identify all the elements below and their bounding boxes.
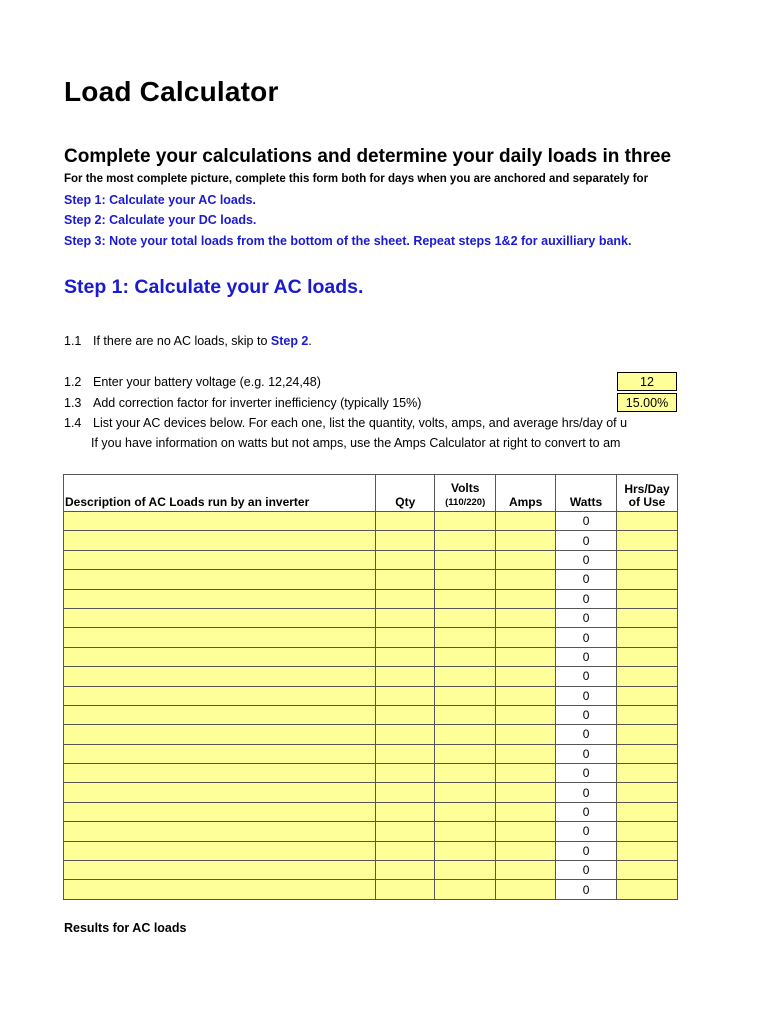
volts-cell[interactable] bbox=[435, 512, 496, 531]
amps-cell[interactable] bbox=[496, 841, 556, 860]
hrs-cell[interactable] bbox=[617, 512, 678, 531]
amps-cell[interactable] bbox=[496, 764, 556, 783]
watts-cell: 0 bbox=[556, 608, 617, 627]
instruction-number: 1.3 bbox=[64, 396, 82, 410]
description-cell[interactable] bbox=[64, 531, 376, 550]
step-3-link[interactable]: Step 3: Note your total loads from the bottom of the sheet. Repeat steps 1&2 for auxilliary bank. bbox=[64, 234, 632, 248]
watts-cell: 0 bbox=[556, 764, 617, 783]
step-2-link[interactable]: Step 2: Calculate your DC loads. bbox=[64, 213, 257, 227]
table-row bbox=[64, 608, 678, 627]
amps-cell[interactable] bbox=[496, 628, 556, 647]
table-row bbox=[64, 667, 678, 686]
volts-cell[interactable] bbox=[435, 861, 496, 880]
hrs-cell[interactable] bbox=[617, 783, 678, 802]
hrs-cell[interactable] bbox=[617, 570, 678, 589]
qty-cell[interactable] bbox=[376, 589, 435, 608]
volts-cell[interactable] bbox=[435, 705, 496, 724]
qty-cell[interactable] bbox=[376, 802, 435, 821]
watts-cell: 0 bbox=[556, 744, 617, 763]
column-header-amps: Amps bbox=[496, 475, 556, 512]
description-cell[interactable] bbox=[64, 822, 376, 841]
qty-cell[interactable] bbox=[376, 667, 435, 686]
amps-cell[interactable] bbox=[496, 802, 556, 821]
description-cell[interactable] bbox=[64, 764, 376, 783]
qty-cell[interactable] bbox=[376, 550, 435, 569]
ac-loads-table bbox=[63, 474, 678, 900]
volts-cell[interactable] bbox=[435, 531, 496, 550]
watts-cell: 0 bbox=[556, 841, 617, 860]
volts-cell[interactable] bbox=[435, 822, 496, 841]
volts-cell[interactable] bbox=[435, 725, 496, 744]
description-cell[interactable] bbox=[64, 667, 376, 686]
table-row bbox=[64, 570, 678, 589]
amps-cell[interactable] bbox=[496, 725, 556, 744]
description-cell[interactable] bbox=[64, 570, 376, 589]
volts-cell[interactable] bbox=[435, 667, 496, 686]
instruction-number: 1.4 bbox=[64, 416, 82, 430]
instruction-number: 1.1 bbox=[64, 334, 82, 348]
table-row bbox=[64, 628, 678, 647]
table-row bbox=[64, 744, 678, 763]
step-1-link[interactable]: Step 1: Calculate your AC loads. bbox=[64, 193, 256, 207]
volts-label: Volts bbox=[450, 481, 480, 495]
watts-cell: 0 bbox=[556, 550, 617, 569]
hrs-label-2: of Use bbox=[628, 495, 666, 509]
hrs-cell[interactable] bbox=[617, 841, 678, 860]
qty-cell[interactable] bbox=[376, 783, 435, 802]
hrs-cell[interactable] bbox=[617, 705, 678, 724]
description-cell[interactable] bbox=[64, 686, 376, 705]
volts-cell[interactable] bbox=[435, 647, 496, 666]
table-row bbox=[64, 686, 678, 705]
volts-cell[interactable] bbox=[435, 570, 496, 589]
watts-cell: 0 bbox=[556, 531, 617, 550]
step-2-inline-link[interactable]: Step 2 bbox=[270, 334, 309, 348]
table-row bbox=[64, 512, 678, 531]
qty-cell[interactable] bbox=[376, 744, 435, 763]
hrs-cell[interactable] bbox=[617, 628, 678, 647]
table-row bbox=[64, 647, 678, 666]
hrs-cell[interactable] bbox=[617, 589, 678, 608]
volts-cell[interactable] bbox=[435, 608, 496, 627]
table-row bbox=[64, 880, 678, 899]
column-header-watts: Watts bbox=[556, 475, 617, 512]
description-cell[interactable] bbox=[64, 550, 376, 569]
volts-cell[interactable] bbox=[435, 589, 496, 608]
amps-cell[interactable] bbox=[496, 686, 556, 705]
hrs-cell[interactable] bbox=[617, 802, 678, 821]
instruction-1-4-continued: If you have information on watts but not amps, use the Amps Calculator at right to convert to am bbox=[91, 436, 621, 450]
hrs-cell[interactable] bbox=[617, 764, 678, 783]
instruction-end: . bbox=[308, 334, 312, 348]
watts-cell: 0 bbox=[556, 880, 617, 899]
battery-voltage-input[interactable]: 12 bbox=[617, 372, 677, 391]
watts-cell: 0 bbox=[556, 647, 617, 666]
qty-cell[interactable] bbox=[376, 880, 435, 899]
description-cell[interactable] bbox=[64, 802, 376, 821]
watts-cell: 0 bbox=[556, 628, 617, 647]
qty-cell[interactable] bbox=[376, 705, 435, 724]
amps-cell[interactable] bbox=[496, 705, 556, 724]
volts-cell[interactable] bbox=[435, 628, 496, 647]
amps-cell[interactable] bbox=[496, 550, 556, 569]
instruction-1-2: Enter your battery voltage (e.g. 12,24,48) bbox=[93, 375, 321, 389]
watts-cell: 0 bbox=[556, 667, 617, 686]
hrs-cell[interactable] bbox=[617, 667, 678, 686]
qty-cell[interactable] bbox=[376, 822, 435, 841]
amps-cell[interactable] bbox=[496, 822, 556, 841]
description-cell[interactable] bbox=[64, 512, 376, 531]
qty-cell[interactable] bbox=[376, 686, 435, 705]
amps-cell[interactable] bbox=[496, 880, 556, 899]
description-cell[interactable] bbox=[64, 783, 376, 802]
hrs-cell[interactable] bbox=[617, 744, 678, 763]
description-cell[interactable] bbox=[64, 647, 376, 666]
watts-cell: 0 bbox=[556, 802, 617, 821]
volts-cell[interactable] bbox=[435, 744, 496, 763]
watts-cell: 0 bbox=[556, 861, 617, 880]
table-row bbox=[64, 725, 678, 744]
column-header-description: Description of AC Loads run by an inverter bbox=[64, 475, 376, 512]
amps-cell[interactable] bbox=[496, 512, 556, 531]
table-header-row bbox=[64, 475, 678, 512]
hrs-cell[interactable] bbox=[617, 822, 678, 841]
amps-cell[interactable] bbox=[496, 647, 556, 666]
description-cell[interactable] bbox=[64, 705, 376, 724]
page-title: Load Calculator bbox=[64, 76, 279, 107]
instruction-text: If there are no AC loads, skip to bbox=[93, 334, 271, 348]
volts-cell[interactable] bbox=[435, 764, 496, 783]
watts-cell: 0 bbox=[556, 686, 617, 705]
hrs-cell[interactable] bbox=[617, 725, 678, 744]
hrs-label: Hrs/Day bbox=[624, 482, 670, 496]
table-row bbox=[64, 861, 678, 880]
qty-cell[interactable] bbox=[376, 725, 435, 744]
page-subtitle: Complete your calculations and determine your daily loads in three bbox=[64, 146, 672, 167]
volts-cell[interactable] bbox=[435, 841, 496, 860]
qty-cell[interactable] bbox=[376, 608, 435, 627]
instruction-1-4: List your AC devices below. For each one, list the quantity, volts, amps, and average hrs/day of u bbox=[93, 416, 628, 430]
watts-cell: 0 bbox=[556, 822, 617, 841]
amps-cell[interactable] bbox=[496, 783, 556, 802]
description-cell[interactable] bbox=[64, 744, 376, 763]
column-header-qty: Qty bbox=[376, 475, 435, 512]
watts-cell: 0 bbox=[556, 725, 617, 744]
instruction-1-1 bbox=[93, 334, 312, 348]
watts-cell: 0 bbox=[556, 512, 617, 531]
volts-cell[interactable] bbox=[435, 550, 496, 569]
table-row bbox=[64, 589, 678, 608]
results-label: Results for AC loads bbox=[64, 921, 187, 935]
description-cell[interactable] bbox=[64, 608, 376, 627]
inverter-correction-input[interactable]: 15.00% bbox=[617, 393, 677, 412]
qty-cell[interactable] bbox=[376, 512, 435, 531]
hrs-cell[interactable] bbox=[617, 608, 678, 627]
watts-cell: 0 bbox=[556, 570, 617, 589]
qty-cell[interactable] bbox=[376, 841, 435, 860]
table-row bbox=[64, 822, 678, 841]
instruction-1-3: Add correction factor for inverter inefficiency (typically 15%) bbox=[93, 396, 422, 410]
table-row bbox=[64, 841, 678, 860]
table-row bbox=[64, 802, 678, 821]
table-row bbox=[64, 764, 678, 783]
amps-cell[interactable] bbox=[496, 861, 556, 880]
watts-cell: 0 bbox=[556, 589, 617, 608]
watts-cell: 0 bbox=[556, 705, 617, 724]
description-cell[interactable] bbox=[64, 880, 376, 899]
description-cell[interactable] bbox=[64, 725, 376, 744]
amps-cell[interactable] bbox=[496, 570, 556, 589]
instruction-number: 1.2 bbox=[64, 375, 82, 389]
section-heading-step-1: Step 1: Calculate your AC loads. bbox=[64, 276, 364, 298]
intro-note: For the most complete picture, complete this form both for days when you are anchored and separately for bbox=[64, 173, 649, 185]
qty-cell[interactable] bbox=[376, 531, 435, 550]
hrs-cell[interactable] bbox=[617, 880, 678, 899]
watts-cell: 0 bbox=[556, 783, 617, 802]
qty-cell[interactable] bbox=[376, 764, 435, 783]
volts-cell[interactable] bbox=[435, 686, 496, 705]
volts-cell[interactable] bbox=[435, 783, 496, 802]
hrs-cell[interactable] bbox=[617, 531, 678, 550]
description-cell[interactable] bbox=[64, 861, 376, 880]
amps-cell[interactable] bbox=[496, 531, 556, 550]
column-header-volts bbox=[435, 475, 496, 512]
hrs-cell[interactable] bbox=[617, 550, 678, 569]
volts-sublabel: (110/220) bbox=[445, 497, 486, 508]
hrs-cell[interactable] bbox=[617, 647, 678, 666]
qty-cell[interactable] bbox=[376, 647, 435, 666]
amps-cell[interactable] bbox=[496, 589, 556, 608]
table-row bbox=[64, 783, 678, 802]
amps-cell[interactable] bbox=[496, 744, 556, 763]
qty-cell[interactable] bbox=[376, 861, 435, 880]
qty-cell[interactable] bbox=[376, 628, 435, 647]
volts-cell[interactable] bbox=[435, 880, 496, 899]
hrs-cell[interactable] bbox=[617, 686, 678, 705]
table-row bbox=[64, 550, 678, 569]
description-cell[interactable] bbox=[64, 841, 376, 860]
column-header-hrs-day bbox=[617, 475, 678, 512]
table-row bbox=[64, 531, 678, 550]
description-cell[interactable] bbox=[64, 589, 376, 608]
table-row bbox=[64, 705, 678, 724]
amps-cell[interactable] bbox=[496, 608, 556, 627]
hrs-cell[interactable] bbox=[617, 861, 678, 880]
amps-cell[interactable] bbox=[496, 667, 556, 686]
description-cell[interactable] bbox=[64, 628, 376, 647]
volts-cell[interactable] bbox=[435, 802, 496, 821]
qty-cell[interactable] bbox=[376, 570, 435, 589]
